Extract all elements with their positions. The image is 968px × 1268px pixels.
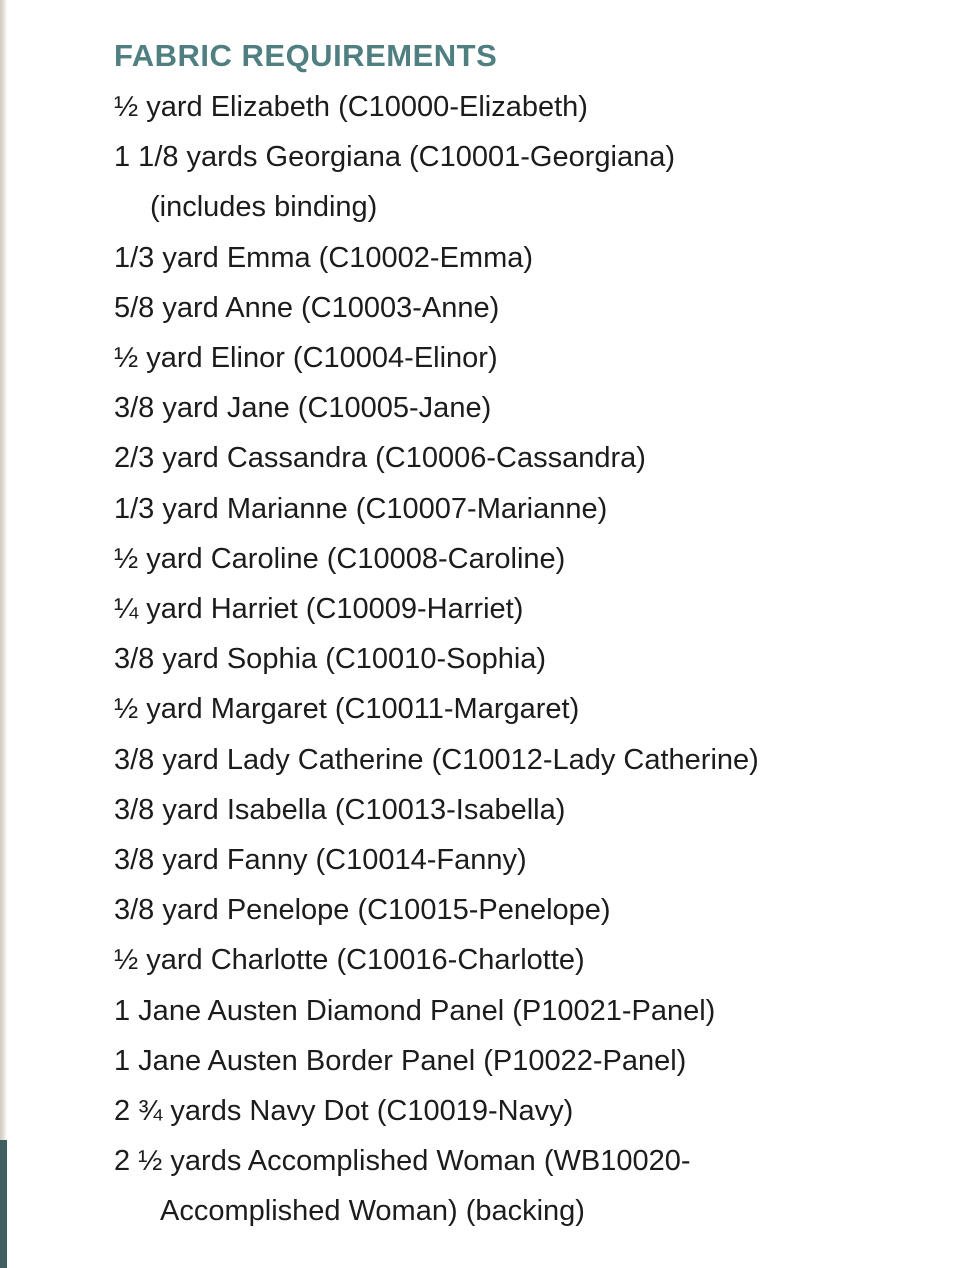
list-item: 1/3 yard Emma (C10002-Emma) (114, 241, 534, 274)
list-item: 3/8 yard Jane (C10005-Jane) (114, 392, 492, 425)
list-item: 2/3 yard Cassandra (C10006-Cassandra) (114, 442, 646, 475)
list-item: ½ yard Caroline (C10008-Caroline) (114, 542, 566, 575)
list-item: 3/8 yard Penelope (C10015-Penelope) (114, 894, 611, 927)
list-item: 3/8 yard Fanny (C10014-Fanny) (114, 844, 527, 877)
list-item: 1 1/8 yards Georgiana (C10001-Georgiana) (114, 141, 675, 174)
list-item: 1 Jane Austen Border Panel (P10022-Panel) (114, 1044, 687, 1077)
list-item: 3/8 yard Lady Catherine (C10012-Lady Catherine) (114, 743, 759, 776)
list-item: 3/8 yard Sophia (C10010-Sophia) (114, 643, 547, 676)
list-item: 2 ½ yards Accomplished Woman (WB10020- (114, 1145, 691, 1178)
section-heading: FABRIC REQUIREMENTS (114, 38, 498, 73)
list-item: 3/8 yard Isabella (C10013-Isabella) (114, 793, 566, 826)
list-item: 5/8 yard Anne (C10003-Anne) (114, 291, 500, 324)
list-item: ½ yard Charlotte (C10016-Charlotte) (114, 944, 585, 977)
requirements-list (114, 82, 934, 1237)
list-item: ½ yard Elizabeth (C10000-Elizabeth) (114, 91, 588, 123)
list-item: 1/3 yard Marianne (C10007-Marianne) (114, 492, 608, 525)
list-item-note: (includes binding) (150, 191, 378, 224)
list-item: ¼ yard Harriet (C10009-Harriet) (114, 593, 524, 626)
list-item-note: Accomplished Woman) (backing) (160, 1195, 585, 1228)
list-item: 2 ¾ yards Navy Dot (C10019-Navy) (114, 1095, 574, 1128)
fabric-requirements-section (114, 34, 934, 1237)
page-edge (0, 0, 7, 1268)
page-edge-accent (0, 1140, 7, 1268)
list-item: ½ yard Margaret (C10011-Margaret) (114, 693, 580, 726)
list-item: 1 Jane Austen Diamond Panel (P10021-Panel) (114, 994, 716, 1027)
list-item: ½ yard Elinor (C10004-Elinor) (114, 342, 498, 375)
